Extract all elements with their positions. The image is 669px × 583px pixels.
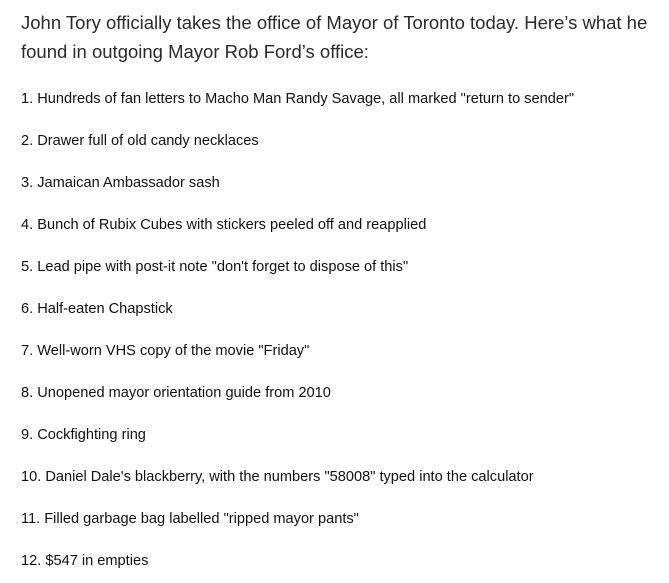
list-item: 12. $547 in empties [21,553,149,569]
intro-line-1: John Tory officially takes the office of Mayor of Toronto today. Here’s what he [21,12,648,33]
list-item: 4. Bunch of Rubix Cubes with stickers peeled off and reapplied [21,217,427,233]
list-item: 5. Lead pipe with post-it note "don't forget to dispose of this" [21,259,409,275]
list-item: 9. Cockfighting ring [21,427,146,443]
list-item: 7. Well-worn VHS copy of the movie "Friday" [21,343,310,359]
list-item: 3. Jamaican Ambassador sash [21,175,220,191]
list-item: 6. Half-eaten Chapstick [21,301,173,317]
list-item: 1. Hundreds of fan letters to Macho Man Randy Savage, all marked "return to sender" [21,91,575,107]
list-item: 11. Filled garbage bag labelled "ripped mayor pants" [21,511,359,527]
list-item: 10. Daniel Dale's blackberry, with the numbers "58008" typed into the calculator [21,469,534,485]
intro-line-2: found in outgoing Mayor Rob Ford’s office: [21,41,369,62]
items-list [21,89,661,583]
list-item: 2. Drawer full of old candy necklaces [21,133,259,149]
intro-paragraph [21,8,667,66]
list-item: 8. Unopened mayor orientation guide from 2010 [21,385,331,401]
